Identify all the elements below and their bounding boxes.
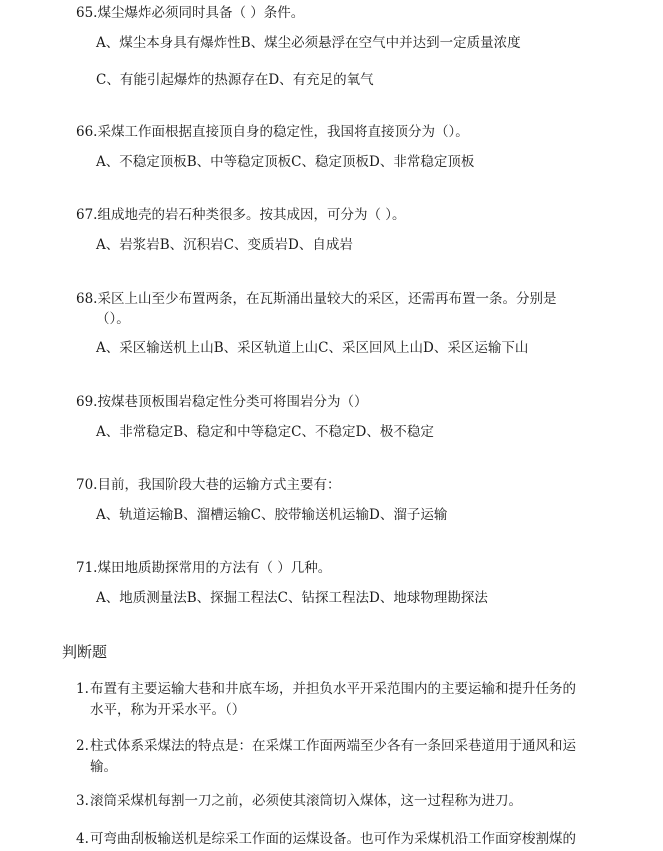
question-68-options: A、采区输送机上山B、采区轨道上山C、采区回风上山D、采区运输下山 (96, 340, 529, 356)
question-71-options: A、地质测量法B、探掘工程法C、钻探工程法D、地球物理勘探法 (96, 590, 488, 606)
question-71-stem: 71.煤田地质勘探常用的方法有（ ）几种。 (76, 560, 332, 576)
question-65-options-line1: A、煤尘本身具有爆炸性B、煤尘必须悬浮在空气中并达到一定质量浓度 (96, 35, 521, 51)
question-65-stem: 65.煤尘爆炸必须同时具备（ ）条件。 (76, 5, 305, 21)
question-68-stem-line2: （）。 (96, 311, 130, 327)
question-65-options-line2: C、有能引起爆炸的热源存在D、有充足的氧气 (96, 72, 374, 88)
section-title-judgment: 判断题 (62, 643, 108, 661)
judgment-number: 1. (76, 681, 89, 697)
judgment-item-4 (76, 829, 586, 850)
judgment-text-line1: 可弯曲刮板输送机是综采工作面的运煤设备。也可作为采煤机沿工作面穿梭割煤的 (90, 831, 576, 847)
judgment-text-line1: 柱式体系采煤法的特点是：在采煤工作面两端至少各有一条回采巷道用于通风和运 (90, 738, 576, 754)
judgment-text-line2: 输。 (90, 759, 117, 775)
judgment-number: 2. (76, 738, 89, 754)
question-70-options: A、轨道运输B、溜槽运输C、胶带输送机运输D、溜子运输 (96, 507, 448, 523)
question-67-options: A、岩浆岩B、沉积岩C、变质岩D、自成岩 (96, 237, 353, 253)
judgment-item-3 (76, 791, 586, 812)
question-67-stem: 67.组成地壳的岩石种类很多。按其成因，可分为（ ）。 (76, 207, 406, 223)
judgment-number: 4. (76, 831, 89, 847)
judgment-text-line1: 滚筒采煤机每割一刀之前，必须使其滚筒切入煤体，这一过程称为进刀。 (90, 793, 522, 809)
question-70-stem: 70.目前，我国阶段大巷的运输方式主要有： (76, 477, 341, 493)
question-69-stem: 69.按煤巷顶板围岩稳定性分类可将围岩分为（） (76, 394, 368, 410)
question-66-stem: 66.采煤工作面根据直接顶自身的稳定性，我国将直接顶分为（）。 (76, 124, 469, 140)
judgment-text-line2: 水平，称为开采水平。（） (90, 702, 246, 718)
question-69-options: A、非常稳定B、稳定和中等稳定C、不稳定D、极不稳定 (96, 424, 434, 440)
judgment-number: 3. (76, 793, 89, 809)
judgment-item-2 (76, 736, 586, 778)
judgment-item-1 (76, 679, 586, 721)
judgment-text-line1: 布置有主要运输大巷和井底车场，并担负水平开采范围内的主要运输和提升任务的 (90, 681, 576, 697)
question-68-stem-line1: 68.采区上山至少布置两条，在瓦斯涌出量较大的采区，还需再布置一条。分别是 (76, 291, 557, 307)
question-66-options: A、不稳定顶板B、中等稳定顶板C、稳定顶板D、非常稳定顶板 (96, 154, 475, 170)
